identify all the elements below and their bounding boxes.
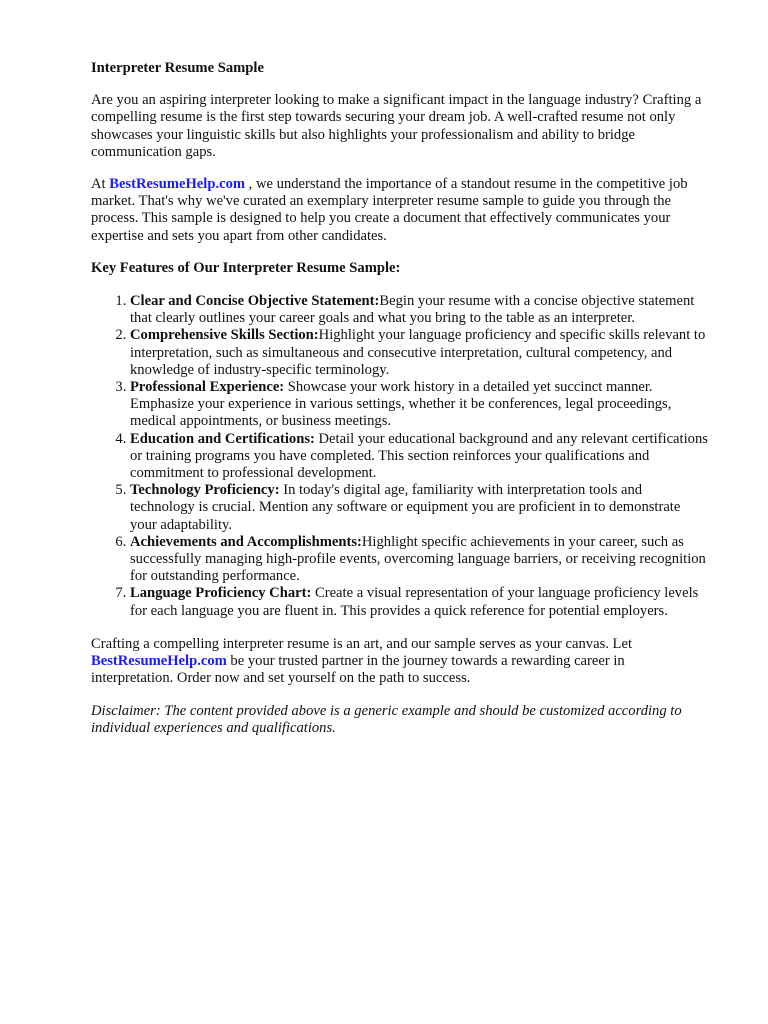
feature-text: Highlight specific achievements in your career, such as successfully managing high-profile events, overcoming language barriers, or receiving recognition for outstanding performance.	[130, 533, 706, 585]
about-suffix: , we understand the importance of a standout resume in the competitive job market. That's why we've curated an exemplary interpreter resume sample to guide you through the process. This sample is designed to help you create a document that effectively communicates your expertise and sets you apart from other candidates.	[91, 176, 688, 244]
list-item	[130, 379, 708, 431]
feature-text: Create a visual representation of your language proficiency levels for each language you are fluent in. This provides a quick reference for potential employers.	[130, 585, 699, 619]
list-item	[130, 431, 708, 483]
about-prefix: At	[91, 176, 110, 193]
feature-label: Language Proficiency Chart:	[130, 585, 312, 602]
feature-label: Technology Proficiency:	[130, 482, 280, 499]
disclaimer: Disclaimer: The content provided above is a generic example and should be customized according to individual experiences and qualifications.	[91, 702, 682, 736]
feature-text: In today's digital age, familiarity with interpretation tools and technology is crucial. Mention any software or equipment you are proficient in to demonstrate your adaptability.	[130, 482, 681, 533]
list-item	[130, 534, 708, 586]
bestresumehelp-link[interactable]: BestResumeHelp.com	[109, 176, 246, 193]
feature-label: Professional Experience:	[130, 379, 285, 396]
closing-prefix: Crafting a compelling interpreter resume is an art, and our sample serves as your canvas. Let	[91, 635, 632, 652]
list-item	[130, 585, 708, 619]
feature-text: Showcase your work history in a detailed yet succinct manner. Emphasize your experience in various settings, whether it be conferences, legal proceedings, medical appointments, or business meetings.	[130, 379, 672, 430]
feature-label: Education and Certifications:	[130, 430, 315, 447]
list-item	[130, 482, 708, 534]
feature-text: Highlight your language proficiency and specific skills relevant to interpretation, such as simultaneous and consecutive interpretation, cultural competency, and knowledge of industry-specific terminology.	[130, 327, 706, 378]
feature-label: Comprehensive Skills Section:	[130, 327, 319, 344]
closing-paragraph	[91, 636, 708, 688]
feature-text: Begin your resume with a concise objective statement that clearly outlines your career goals and what you bring to the table as an interpreter.	[130, 293, 695, 327]
list-item	[130, 327, 708, 379]
bestresumehelp-link[interactable]: BestResumeHelp.com	[91, 653, 227, 670]
feature-label: Clear and Concise Objective Statement:	[130, 293, 380, 310]
list-item	[130, 293, 708, 327]
closing-suffix: be your trusted partner in the journey towards a rewarding career in interpretation. Order now and set yourself on the path to success.	[91, 653, 625, 687]
feature-label: Achievements and Accomplishments:	[130, 533, 362, 550]
features-heading: Key Features of Our Interpreter Resume Sample:	[91, 259, 401, 276]
about-paragraph	[91, 176, 708, 245]
intro-paragraph: Are you an aspiring interpreter looking to make a significant impact in the language industry? Crafting a compelling resume is the first step towards securing your dream job. A well-crafted resume not only showcases your linguistic skills but also highlights your professionalism and ability to bridge communication gaps.	[91, 92, 702, 160]
features-list	[91, 293, 708, 620]
feature-text: Detail your educational background and any relevant certifications or training programs you have completed. This section reinforces your qualifications and commitment to professional development.	[130, 430, 708, 482]
document-title: Interpreter Resume Sample	[91, 60, 264, 76]
